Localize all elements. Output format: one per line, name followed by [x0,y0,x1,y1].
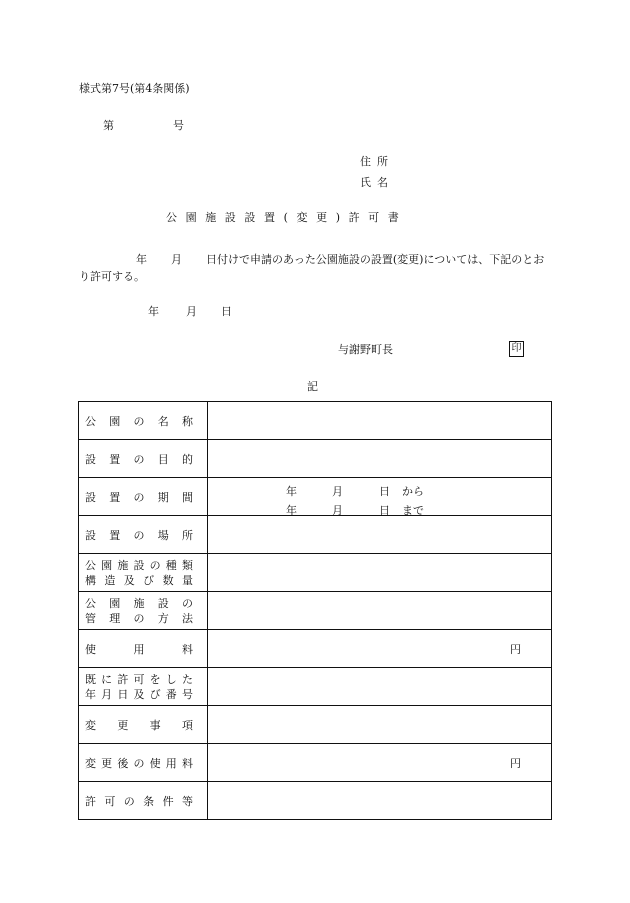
row-value[interactable] [208,402,552,440]
spread-label: 使 用 料 [85,642,193,656]
date-year: 年 [148,305,159,318]
row-value[interactable] [208,744,552,782]
row-value[interactable] [208,592,552,630]
row-value[interactable] [208,440,552,478]
name-label: 氏名 [360,176,394,189]
row-label [79,478,208,516]
spread-label: 公 園 施 設 の 種 類 [85,558,193,572]
table-row [79,516,552,554]
row-value[interactable] [208,516,552,554]
spread-label: 設 置 の 目 的 [85,452,193,466]
from-month: 月 [332,485,343,498]
form-number: 様式第7号(第4条関係) [79,82,190,95]
from-suffix: から [402,485,424,498]
spread-label: 変 更 後 の 使 用 料 [85,756,193,770]
table-row [79,744,552,782]
row-label [79,668,208,706]
seal-stamp [509,341,524,357]
spread-label: 既 に 許 可 を し た [85,672,193,686]
spread-label: 設 置 の 期 間 [85,490,193,504]
table-row [79,630,552,668]
row-label [79,440,208,478]
address-label: 住所 [360,155,394,168]
to-suffix: まで [402,504,424,517]
table-row [79,402,552,440]
note-heading: 記 [307,380,318,393]
row-value[interactable] [208,782,552,820]
number-prefix: 第 [103,119,114,132]
spread-label: 公 園 施 設 の [85,596,193,610]
row-value[interactable] [208,554,552,592]
row-value[interactable] [208,668,552,706]
table-row [79,782,552,820]
spread-label: 設 置 の 場 所 [85,528,193,542]
spread-label: 変 更 事 項 [85,718,193,732]
row-label [79,630,208,668]
body-rest: 日付けで申請のあった公園施設の設置(変更)については、下記のとおり許可する。 [79,253,545,283]
row-label [79,782,208,820]
table-row [79,440,552,478]
row-label [79,402,208,440]
permit-details-table [78,401,552,820]
row-value[interactable] [208,706,552,744]
spread-label: 公 園 の 名 称 [85,414,193,428]
table-row [79,706,552,744]
seal-text: 印 [511,343,522,354]
document-title: 公園施設設置(変更)許可書 [166,211,408,224]
to-day: 日 [379,504,390,517]
table-row [79,592,552,630]
row-label [79,744,208,782]
row-label [79,592,208,630]
spread-label: 年 月 日 及 び 番 号 [85,687,193,701]
issuer-name: 与謝野町長 [338,343,393,356]
row-label [79,516,208,554]
table-row [79,478,552,516]
body-year: 年 [136,253,147,266]
from-day: 日 [379,485,390,498]
yen-unit: 円 [510,756,521,770]
row-value[interactable] [208,630,552,668]
table-row [79,668,552,706]
from-year: 年 [286,485,297,498]
spread-label: 許 可 の 条 件 等 [85,794,193,808]
spread-label: 構 造 及 び 数 量 [85,573,193,587]
to-month: 月 [332,504,343,517]
row-label [79,554,208,592]
body-text [79,251,554,285]
date-month: 月 [186,305,197,318]
period-value[interactable] [208,478,552,516]
body-month: 月 [171,253,182,266]
yen-unit: 円 [510,642,521,656]
number-suffix: 号 [173,119,184,132]
spread-label: 管 理 の 方 法 [85,611,193,625]
to-year: 年 [286,504,297,517]
date-day: 日 [221,305,232,318]
row-label [79,706,208,744]
table-row [79,554,552,592]
